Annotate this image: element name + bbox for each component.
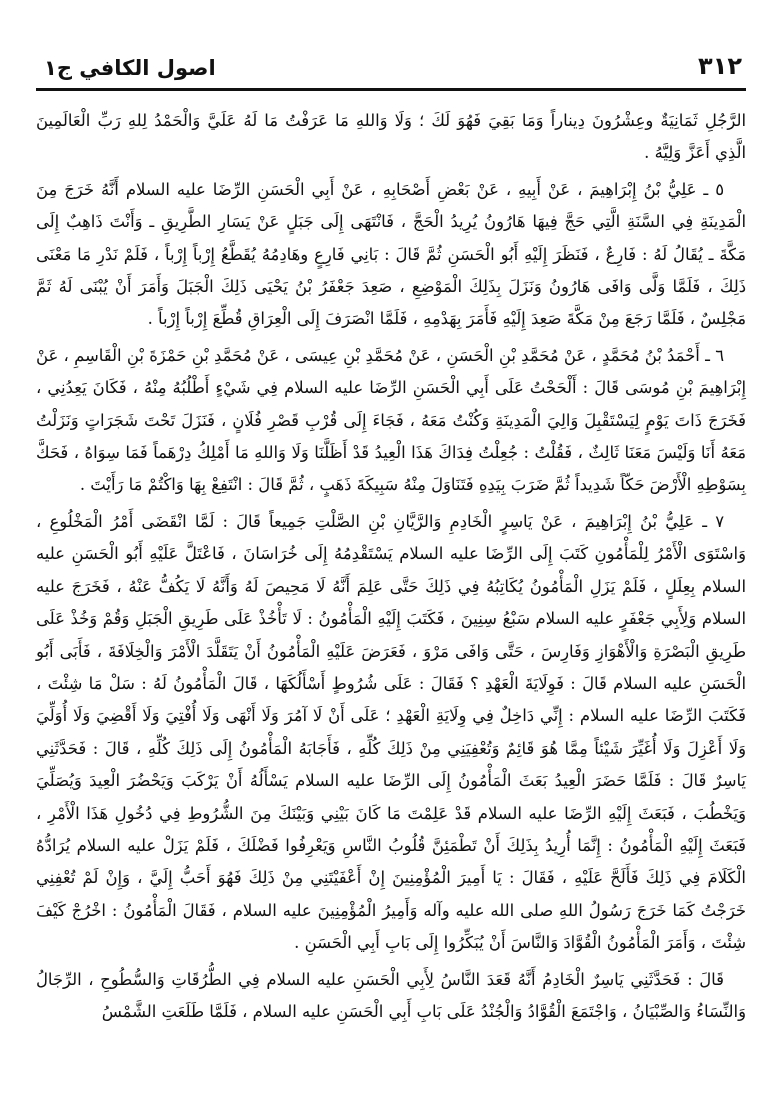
- hadith-7-continued: قَالَ : فَحَدَّثَنِي يَاسِرٌ الْخَادِمُ أَنَّهُ قَعَدَ النَّاسُ لِأَبِي الْحَسَنِ عليه السلام فِي الطُّرُقَاتِ وَالسُّطُوحِ ، الرِّجَالُ وَالنِّسَاءُ وَالصِّبْيَانُ ، وَاجْتَمَعَ الْقُوَّادُ وَالْجُنْدُ عَلَى بَابِ أَبِي الْحَسَنِ عليه السلام ، فَلَمَّا طَلَعَتِ الشَّمْسُ: [36, 969, 746, 1021]
- hadith-5: ٥ ـ عَلِيُّ بْنُ إِبْرَاهِيمَ ، عَنْ أَبِيهِ ، عَنْ بَعْضِ أَصْحَابِهِ ، عَنْ أَبِي الْحَسَنِ الرِّضَا عليه السلام أَنَّهُ خَرَجَ مِنَ الْمَدِينَةِ فِي السَّنَةِ الَّتِي حَجَّ فِيهَا هَارُونُ يُرِيدُ الْحَجَّ ، فَانْتَهَى إِلَى جَبَلٍ عَنْ يَسَارِ الطَّرِيقِ ـ وَأَنْتَ ذَاهِبٌ إِلَى مَكَّةَ ـ يُقَالُ لَهُ : فَارِعٌ ، فَنَظَرَ إِلَيْهِ أَبُو الْحَسَنِ ثُمَّ قَالَ : بَانِي فَارِعٍ وهَادِمُهُ يُقَطَّعُ إِرْباً إِرْباً ، فَلَمْ نَدْرِ مَا مَعْنَى ذَلِكَ ، فَلَمَّا وَلَّى وَافَى هَارُونُ وَنَزَلَ بِذَلِكَ الْمَوْضِعِ ، صَعِدَ جَعْفَرُ بْنُ يَحْيَى ذَلِكَ الْجَبَلَ وَأَمَرَ أَنْ يُبْنَى لَهُ ثَمَّ مَجْلِسٌ ، فَلَمَّا رَجَعَ مِنْ مَكَّةَ صَعِدَ إِلَيْهِ فَأَمَرَ بِهَدْمِهِ ، فَلَمَّا انْصَرَفَ إِلَى الْعِرَاقِ قُطِّعَ إِرْباً إِرْباً .: [36, 179, 746, 329]
- hadith-6: ٦ ـ أَحْمَدُ بْنُ مُحَمَّدٍ ، عَنْ مُحَمَّدِ بْنِ الْحَسَنِ ، عَنْ مُحَمَّدِ بْنِ عِيسَى ، عَنْ مُحَمَّدِ بْنِ حَمْزَةَ بْنِ الْقَاسِمِ ، عَنْ إِبْرَاهِيمَ بْنِ مُوسَى قَالَ : أَلْحَحْتُ عَلَى أَبِي الْحَسَنِ الرِّضَا عليه السلام فِي شَيْءٍ أَطْلُبُهُ مِنْهُ ، فَكَانَ يَعِدُنِي ، فَخَرَجَ ذَاتَ يَوْمٍ لِيَسْتَقْبِلَ وَالِيَ الْمَدِينَةِ وَكُنْتُ مَعَهُ ، فَجَاءَ إِلَى قُرْبِ قَصْرِ فُلَانٍ ، فَنَزَلَ تَحْتَ شَجَرَاتٍ وَنَزَلْتُ مَعَهُ أَنَا وَلَيْسَ مَعَنَا ثَالِثٌ ، فَقُلْتُ : جُعِلْتُ فِدَاكَ هَذَا الْعِيدُ قَدْ أَظَلَّنَا وَلَا وَاللهِ مَا أَمْلِكُ دِرْهَماً فَمَا سِوَاهُ ، فَحَكَّ بِسَوْطِهِ الْأَرْضَ حَكّاً شَدِيداً ثُمَّ ضَرَبَ بِيَدِهِ فَتَنَاوَلَ مِنْهُ سَبِيكَةَ ذَهَبٍ ، ثُمَّ قَالَ : انْتَفِعْ بِهَا وَاكْتُمْ مَا رَأَيْتَ .: [36, 345, 746, 495]
- hadith-7: ٧ ـ عَلِيُّ بْنُ إِبْرَاهِيمَ ، عَنْ يَاسِرٍ الْخَادِمِ وَالرَّيَّانِ بْنِ الصَّلْتِ جَمِيعاً قَالَ : لَمَّا انْقَضَى أَمْرُ الْمَخْلُوعِ ، وَاسْتَوَى الْأَمْرُ لِلْمَأْمُونِ كَتَبَ إِلَى الرِّضَا عليه السلام يَسْتَقْدِمُهُ إِلَى خُرَاسَانَ ، فَاعْتَلَّ عَلَيْهِ أَبُو الْحَسَنِ عليه السلام بِعِلَلٍ ، فَلَمْ يَزَلِ الْمَأْمُونُ يُكَاتِبُهُ فِي ذَلِكَ حَتَّى عَلِمَ أَنَّهُ لَا مَحِيصَ لَهُ وَأَنَّهُ لَا يَكُفُّ عَنْهُ ، فَخَرَجَ عليه السلام وَلِأَبِي جَعْفَرٍ عليه السلام سَبْعُ سِنِينَ ، فَكَتَبَ إِلَيْهِ الْمَأْمُونُ : لَا تَأْخُذْ عَلَى طَرِيقِ الْجَبَلِ وَقُمْ وَخُذْ عَلَى طَرِيقِ الْبَصْرَةِ وَالْأَهْوَازِ وَفَارِسَ ، حَتَّى وَافَى مَرْوَ ، فَعَرَضَ عَلَيْهِ الْمَأْمُونُ أَنْ يَتَقَلَّدَ الْأَمْرَ وَالْخِلَافَةَ ، فَأَبَى أَبُو الْحَسَنِ عليه السلام قَالَ : فَوِلَايَةَ الْعَهْدِ ؟ فَقَالَ : عَلَى شُرُوطٍ أَسْأَلُكَهَا ، قَالَ الْمَأْمُونُ لَهُ : سَلْ مَا شِئْتَ ، فَكَتَبَ الرِّضَا عليه السلام : إِنِّي دَاخِلٌ فِي وِلَايَةِ الْعَهْدِ ؛ عَلَى أَنْ لَا آمُرَ وَلَا أَنْهَى وَلَا أُفْتِيَ وَلَا أَقْضِيَ وَلَا أُوَلِّيَ وَلَا أَعْزِلَ وَلَا أُغَيِّرَ شَيْئاً مِمَّا هُوَ قَائِمٌ وَتُعْفِيَنِي مِنْ ذَلِكَ كُلِّهِ ، فَأَجَابَهُ الْمَأْمُونُ إِلَى ذَلِكَ كُلِّهِ ، قَالَ : فَحَدَّثَنِي يَاسِرٌ قَالَ : فَلَمَّا حَضَرَ الْعِيدُ بَعَثَ الْمَأْمُونُ إِلَى الرِّضَا عليه السلام يَسْأَلُهُ أَنْ يَرْكَبَ وَيَحْضُرَ الْعِيدَ وَيُصَلِّيَ وَيَخْطُبَ ، فَبَعَثَ إِلَيْهِ الرِّضَا عليه السلام قَدْ عَلِمْتَ مَا كَانَ بَيْنِي وَبَيْنَكَ مِنَ الشُّرُوطِ فِي دُخُولِ هَذَا الْأَمْرِ ، فَبَعَثَ إِلَيْهِ الْمَأْمُونُ : إِنَّمَا أُرِيدُ بِذَلِكَ أَنْ تَطْمَئِنَّ قُلُوبُ النَّاسِ وَيَعْرِفُوا فَضْلَكَ ، فَلَمْ يَزَلْ عليه السلام يُرَادُّهُ الْكَلَامَ فِي ذَلِكَ فَأَلَحَّ عَلَيْهِ ، فَقَالَ : يَا أَمِيرَ الْمُؤْمِنِينَ إِنْ أَعْفَيْتَنِي مِنْ ذَلِكَ فَهُوَ أَحَبُّ إِلَيَّ ، وَإِنْ لَمْ تُعْفِنِي خَرَجْتُ كَمَا خَرَجَ رَسُولُ اللهِ صلى الله عليه وآله وَأَمِيرُ الْمُؤْمِنِينَ عليه السلام ، فَقَالَ الْمَأْمُونُ : اخْرُجْ كَيْفَ شِئْتَ ، وَأَمَرَ الْمَأْمُونُ الْقُوَّادَ وَالنَّاسَ أَنْ يُبَكِّرُوا إِلَى بَابِ أَبِي الْحَسَنِ .: [36, 511, 746, 953]
- body-text: [36, 105, 746, 1028]
- paragraph-continuation: الرَّجُلِ ثَمَانِيَةٌ وعِشْرُونَ دِيناراً وَمَا بَقِيَ فَهُوَ لَكَ ؛ وَلَا وَاللهِ مَا عَرَفْتُ مَا لَهُ عَلَيَّ وَالْحَمْدُ لِلهِ رَبِّ الْعَالَمِينَ الَّذِي أَعَزَّ وَلِيَّهُ .: [36, 111, 746, 163]
- book-title: اصول الكافي ج۱: [44, 56, 216, 80]
- header-rule: [36, 88, 746, 91]
- page-header: [36, 36, 746, 80]
- page-number: ٣١٢: [698, 52, 742, 80]
